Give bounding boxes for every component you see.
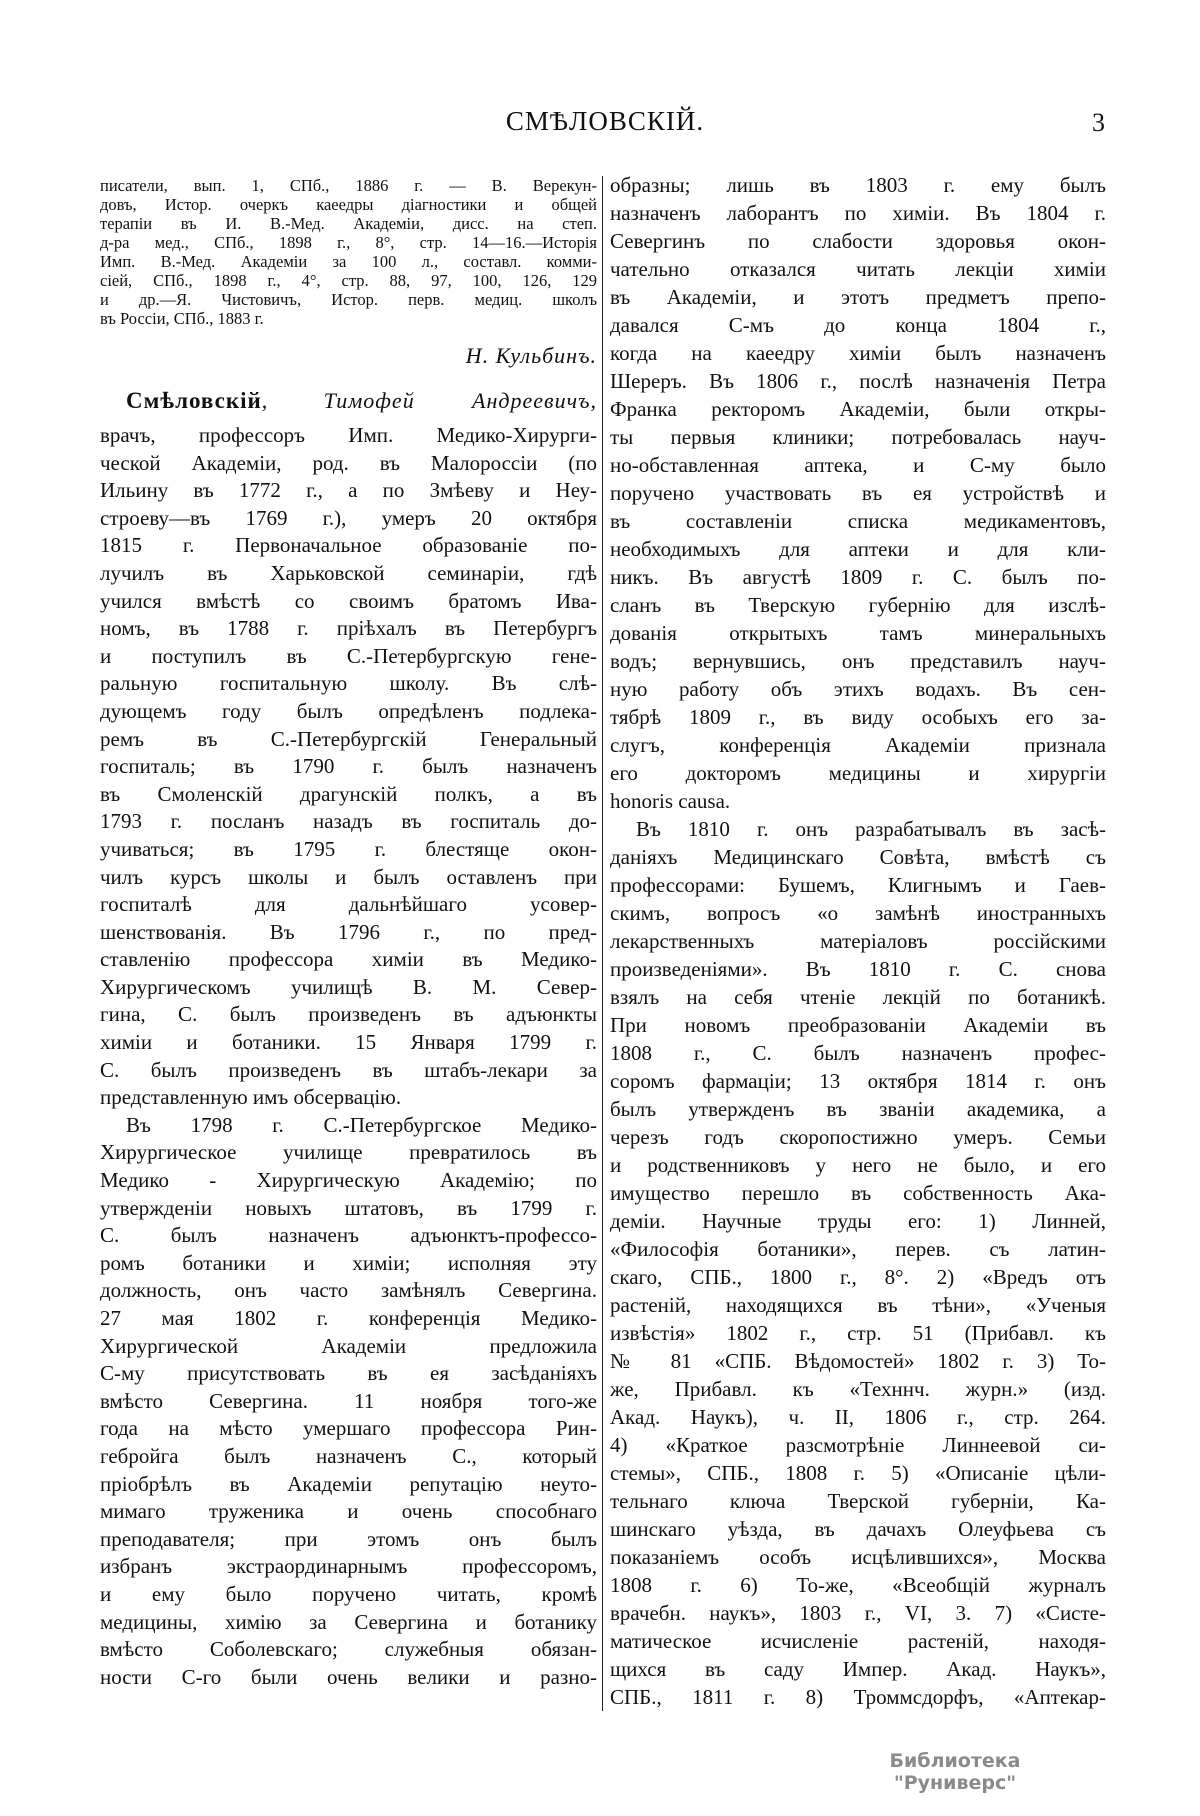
text-line: въ Россіи, СПб., 1883 г. [100, 309, 264, 328]
text-line: матическое исчисленіе растеній, находя- [610, 1629, 1106, 1653]
text-line: врачъ, профессоръ Имп. Медико-Хирурги- [100, 423, 597, 447]
text-line: госпиталь; въ 1790 г. былъ назначенъ [100, 754, 597, 779]
text-line: 27 мая 1802 г. конференція Медико- [100, 1306, 597, 1330]
text-line: вмѣсто Севергина. 11 ноября того-же [100, 1388, 597, 1413]
text-line: 1815 г. Первоначальное образованіе по- [100, 533, 597, 558]
text-line: Медико - Хирургическую Академію; по [100, 1168, 597, 1193]
text-line: и ему было поручено читать, кромѣ [100, 1581, 597, 1606]
left-column [100, 176, 597, 1691]
text-line: «Философія ботаники», перев. съ латин- [610, 1237, 1106, 1261]
text-line: въ Академіи, и этотъ предметъ препо- [610, 285, 1106, 309]
text-line: Въ 1798 г. С.-Петербургское Медико- [126, 1112, 597, 1137]
text-line: С-му присутствовать въ ея засѣданіяхъ [100, 1361, 597, 1386]
text-line: гебройга былъ назначенъ С., который [100, 1443, 597, 1468]
text-line: Въ 1810 г. онъ разрабатывалъ въ засѣ- [636, 817, 1106, 841]
text-line: С. былъ произведенъ въ штабъ-лекари за [100, 1057, 597, 1082]
text-line: пріобрѣлъ въ Академіи репутацію неуто- [100, 1471, 597, 1496]
footnote-block [100, 176, 597, 328]
text-line: Хирургическомъ училищѣ В. М. Север- [100, 974, 597, 999]
text-line: извѣстія» 1802 г., стр. 51 (Прибавл. къ [610, 1321, 1106, 1345]
text-line: 1793 г. посланъ назадъ въ госпиталь до- [100, 809, 597, 834]
text-line: щихся въ саду Импер. Акад. Наукъ», [610, 1657, 1106, 1681]
text-line: вмѣсто Соболевскаго; служебныя обязан- [100, 1637, 597, 1662]
text-line: назначенъ лаборантъ по химіи. Въ 1804 г. [610, 201, 1106, 225]
text-line: Акад. Наукъ), ч. II, 1806 г., стр. 264. [610, 1405, 1106, 1429]
text-line: его докторомъ медицины и хирургіи [610, 761, 1106, 785]
text-line: учиваться; въ 1795 г. блестяще окон- [100, 836, 597, 861]
text-line: утвержденіи новыхъ штатовъ, въ 1799 г. [100, 1195, 597, 1220]
text-line: СПБ., 1811 г. 8) Троммсдорфъ, «Аптекар- [610, 1685, 1106, 1709]
text-line: 1808 г., С. былъ назначенъ профес- [610, 1041, 1106, 1065]
text-line: Хирургическое училище превратилось въ [100, 1140, 597, 1165]
text-line: терапіи въ И. В.-Мед. Академіи, дисс. на степ. [100, 214, 597, 233]
running-title: СМѢЛОВСКІЙ. [505, 106, 705, 136]
text-line: образны; лишь въ 1803 г. ему былъ [610, 173, 1106, 197]
column-divider [602, 176, 603, 1711]
text-line: строеву—въ 1769 г.), умеръ 20 октября [100, 505, 597, 530]
text-line: въ составленіи списка медикаментовъ, [610, 509, 1106, 533]
text-line: ремъ въ С.-Петербургскій Генеральный [100, 726, 597, 751]
text-line: медицины, химію за Севергина и ботанику [100, 1609, 597, 1634]
text-line: ты первыя клиники; потребовалась науч- [610, 425, 1106, 449]
text-line: дующемъ году былъ опредѣленъ подлека- [100, 698, 597, 723]
text-line: ральную госпитальную школу. Въ слѣ- [100, 671, 597, 696]
text-line: и родственниковъ у него не было, и его [610, 1153, 1106, 1177]
text-line: должность, онъ часто замѣнялъ Севергина. [100, 1278, 597, 1303]
text-line: химіи и ботаники. 15 Января 1799 г. [100, 1030, 597, 1055]
text-line: шенствованія. Въ 1796 г., по пред- [100, 919, 597, 944]
text-line: же, Прибавл. къ «Техннч. журн.» (изд. [610, 1377, 1106, 1401]
text-line: сланъ въ Тверскую губернію для изслѣ- [610, 593, 1106, 617]
text-line: 1808 г. 6) То-же, «Всеобщій журналъ [610, 1573, 1106, 1597]
text-line: врачебн. наукъ», 1803 г., VI, 3. 7) «Систе- [610, 1601, 1106, 1625]
text-line: произведеніями». Въ 1810 г. С. снова [610, 957, 1106, 981]
library-watermark: Библиотека "Руниверс" [889, 1750, 1021, 1794]
text-line: соромъ фармаціи; 13 октября 1814 г. онъ [610, 1069, 1106, 1093]
text-line: Имп. В.-Мед. Академіи за 100 л., составл. комми- [100, 252, 597, 271]
text-line: скаго, СПБ., 1800 г., 8°. 2) «Вредъ отъ [610, 1265, 1106, 1289]
text-line: профессорами: Бушемъ, Клигнымъ и Гаев- [610, 873, 1106, 897]
article-name: Смѣловскій [126, 388, 262, 413]
text-line: водъ; вернувшись, онъ представилъ науч- [610, 649, 1106, 673]
text-line: номъ, въ 1788 г. пріѣхалъ въ Петербургъ [100, 616, 597, 641]
article-heading [100, 372, 597, 422]
text-line: былъ утвержденъ въ званіи академика, а [610, 1097, 1106, 1121]
article-body-left [100, 422, 597, 1691]
text-line: Шереръ. Въ 1806 г., послѣ назначенія Петра [610, 369, 1106, 393]
text-line: деміи. Научные труды его: 1) Линней, [610, 1209, 1106, 1233]
text-line: д-ра мед., СПб., 1898 г., 8°, стр. 14—16.—Исторія [100, 233, 597, 252]
text-line: преподавателя; при этомъ онъ былъ [100, 1526, 597, 1551]
text-line: госпиталѣ для дальнѣйшаго усовер- [100, 892, 597, 917]
text-line: № 81 «СПБ. Вѣдомостей» 1802 г. 3) То- [610, 1349, 1106, 1373]
text-line: даніяхъ Медицинскаго Совѣта, вмѣстѣ съ [610, 845, 1106, 869]
text-line: тельнаго ключа Тверской губерніи, Ка- [610, 1489, 1106, 1513]
text-line: необходимыхъ для аптеки и для кли- [610, 537, 1106, 561]
text-line: никъ. Въ августѣ 1809 г. С. былъ по- [610, 565, 1106, 589]
text-line: растеній, находящихся въ тѣни», «Ученыя [610, 1293, 1106, 1317]
text-line: honoris causa. [610, 789, 731, 813]
text-line: стемы», СПБ., 1808 г. 5) «Описаніе цѣли- [610, 1461, 1106, 1485]
right-column [610, 171, 1106, 1711]
text-line: лучилъ въ Харьковской семинаріи, гдѣ [100, 560, 597, 585]
article-given-name: Тимофей Андреевичъ, [323, 388, 598, 413]
text-line: сіей, СПб., 1898 г., 4°, стр. 88, 97, 100, 126, 129 [100, 271, 597, 290]
text-line: въ Смоленскій драгунскій полкъ, а въ [100, 781, 597, 806]
text-line: чательно отказался читать лекціи химіи [610, 257, 1106, 281]
text-line: мимаго труженика и очень способнаго [100, 1499, 597, 1524]
text-line: тябрѣ 1809 г., въ виду особыхъ его за- [610, 705, 1106, 729]
text-line: лекарственныхъ матеріаловъ россійскими [610, 929, 1106, 953]
text-line: года на мѣсто умершаго профессора Рин- [100, 1416, 597, 1441]
text-line: шинскаго уѣзда, въ дачахъ Олеуфьева съ [610, 1517, 1106, 1541]
text-line: и поступилъ въ С.-Петербургскую гене- [100, 643, 597, 668]
text-line: взялъ на себя чтеніе лекцій по ботаникѣ. [610, 985, 1106, 1009]
text-line: довъ, Истор. очеркъ каеедры діагностики и общей [100, 195, 597, 214]
text-line: но-обставленная аптека, и С-му было [610, 453, 1106, 477]
text-line: имущество перешло въ собственность Ака- [610, 1181, 1106, 1205]
heading-separator: , [261, 388, 324, 413]
text-line: Франка ректоромъ Академіи, были откры- [610, 397, 1106, 421]
text-line: Севергинъ по слабости здоровья окон- [610, 229, 1106, 253]
text-line: 4) «Краткое разсмотрѣніе Линнеевой си- [610, 1433, 1106, 1457]
text-line: гина, С. былъ произведенъ въ адъюнкты [100, 1002, 597, 1027]
author-signature: Н. Кульбинъ. [465, 343, 597, 368]
page-number: 3 [1092, 108, 1105, 137]
text-line: скимъ, вопросъ «о замѣнѣ иностранныхъ [610, 901, 1106, 925]
text-line: Хирургической Академіи предложила [100, 1333, 597, 1358]
text-line: ную работу объ этихъ водахъ. Въ сен- [610, 677, 1106, 701]
text-line: писатели, вып. 1, СПб., 1886 г. — В. Верекун- [100, 176, 597, 195]
text-line: ческой Академіи, род. въ Малороссіи (по [100, 450, 597, 475]
text-line: ромъ ботаники и химіи; исполняя эту [100, 1250, 597, 1275]
text-line: При новомъ преобразованіи Академіи въ [610, 1013, 1106, 1037]
article-body-right [610, 171, 1106, 1711]
text-line: черезъ годъ скоропостижно умеръ. Семьи [610, 1125, 1106, 1149]
text-line: слугъ, конференція Академіи признала [610, 733, 1106, 757]
text-line: показаніемъ особъ исцѣлившихся», Москва [610, 1545, 1106, 1569]
text-line: С. былъ назначенъ адъюнктъ-профессо- [100, 1223, 597, 1248]
text-line: поручено участвовать въ ея устройствѣ и [610, 481, 1106, 505]
text-line: представленную имъ обсервацію. [100, 1085, 402, 1110]
text-line: Ильину въ 1772 г., а по Змѣеву и Неу- [100, 478, 597, 503]
text-line: когда на каеедру химіи былъ назначенъ [610, 341, 1106, 365]
text-line: учился вмѣстѣ со своимъ братомъ Ива- [100, 588, 597, 613]
text-line: ставленію профессора химіи въ Медико- [100, 947, 597, 972]
text-line: давался С-мъ до конца 1804 г., [610, 313, 1106, 337]
text-line: чилъ курсъ школы и былъ оставленъ при [100, 864, 597, 889]
text-line: дованія открытыхъ тамъ минеральныхъ [610, 621, 1106, 645]
text-line: избранъ экстраординарнымъ профессоромъ, [100, 1554, 597, 1579]
text-line: и др.—Я. Чистовичъ, Истор. перв. медиц. школъ [100, 290, 597, 309]
text-line: ности С-го были очень велики и разно- [100, 1664, 597, 1689]
